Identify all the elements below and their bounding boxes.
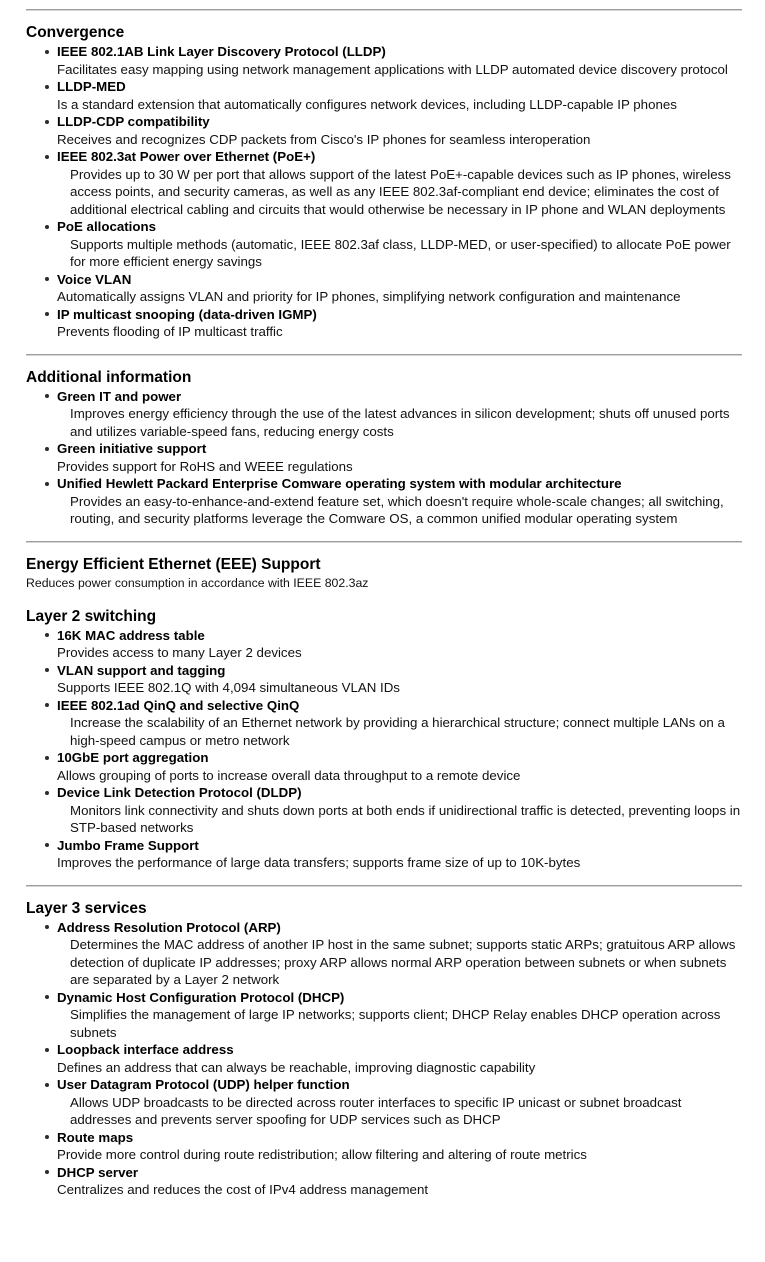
bullet-icon [45, 843, 49, 847]
feature-item [26, 989, 742, 1042]
feature-title: Green initiative support [57, 441, 207, 456]
feature-description: Improves the performance of large data transfers; supports frame size of up to 10K-bytes [57, 855, 581, 870]
feature-description: Supports IEEE 802.1Q with 4,094 simultaneous VLAN IDs [57, 680, 400, 695]
feature-description: Simplifies the management of large IP networks; supports client; DHCP Relay enables DHCP operation across subnets [70, 1007, 721, 1040]
feature-description: Provides an easy-to-enhance-and-extend feature set, which doesn't require whole-scale changes; all switching, routing, and security platforms leverage the Comware OS, a common unified modular operating system [70, 493, 724, 526]
feature-description: Determines the MAC address of another IP host in the same subnet; supports static ARPs; gratuitous ARP allows detection of duplicate IP addresses; proxy ARP allows normal ARP operation between subnets or when subnets are separated by a Layer 2 network [70, 937, 736, 987]
section-heading: Convergence [26, 24, 125, 41]
section-heading: Energy Efficient Ethernet (EEE) Support [26, 555, 321, 573]
bullet-icon [45, 1083, 49, 1087]
feature-description: Prevents flooding of IP multicast traffic [57, 324, 283, 339]
section-divider [26, 885, 742, 887]
feature-list [26, 388, 742, 528]
feature-description: Monitors link connectivity and shuts down ports at both ends if unidirectional traffic is detected, preventing loops in STP-based networks [70, 802, 741, 835]
bullet-icon [45, 394, 49, 398]
feature-item [26, 78, 742, 113]
bullet-icon [45, 668, 49, 672]
feature-title: Dynamic Host Configuration Protocol (DHCP) [57, 989, 345, 1005]
feature-item [26, 1041, 742, 1076]
feature-description: Supports multiple methods (automatic, IEEE 802.3af class, LLDP-MED, or user-specified) to allocate PoE power for more efficient energy savings [70, 236, 731, 269]
feature-item [26, 218, 742, 271]
bullet-icon [45, 1170, 49, 1174]
feature-item [26, 784, 742, 837]
section-divider [26, 354, 742, 356]
feature-item [26, 749, 742, 784]
section-divider [26, 9, 742, 11]
feature-description: Is a standard extension that automatically configures network devices, including LLDP-capable IP phones [57, 96, 677, 112]
section-heading: Layer 2 switching [26, 607, 157, 625]
feature-description: Allows UDP broadcasts to be directed across router interfaces to specific IP unicast or subnet broadcast addresses and prevents server spoofing for UDP services such as DHCP [70, 1094, 682, 1127]
feature-title: PoE allocations [57, 219, 157, 234]
section-heading: Additional information [26, 368, 192, 386]
feature-item [26, 271, 742, 306]
feature-item [26, 475, 742, 528]
feature-title: Loopback interface address [57, 1042, 234, 1057]
bullet-icon [45, 756, 49, 760]
bullet-icon [45, 225, 49, 229]
feature-title: Device Link Detection Protocol (DLDP) [57, 785, 302, 800]
section-heading: Layer 3 services [26, 899, 147, 917]
bullet-icon [45, 85, 49, 89]
feature-item [26, 697, 742, 750]
bullet-icon [45, 1135, 49, 1139]
feature-list [26, 43, 742, 341]
feature-title: IEEE 802.1AB Link Layer Discovery Protocol (LLDP) [57, 44, 386, 59]
feature-item [26, 837, 742, 872]
spec-section [26, 541, 742, 592]
feature-item [26, 627, 742, 662]
feature-title: User Datagram Protocol (UDP) helper function [57, 1077, 350, 1092]
spec-section [26, 354, 742, 528]
feature-description: Allows grouping of ports to increase overall data throughput to a remote device [57, 767, 521, 783]
feature-title: Unified Hewlett Packard Enterprise Comware operating system with modular architecture [57, 476, 622, 491]
bullet-icon [45, 925, 49, 929]
feature-description: Provides up to 30 W per port that allows support of the latest PoE+-capable devices such as IP phones, wireless access points, and security cameras, as well as any IEEE 802.3af-compliant end device; eliminates the cost of additional electrical cabling and circuits that would otherwise be necessary in IP phone and WLAN deployments [70, 166, 731, 217]
bullet-icon [45, 155, 49, 159]
feature-item [26, 662, 742, 697]
section-divider [26, 541, 742, 543]
feature-item [26, 1076, 742, 1129]
feature-title: 10GbE port aggregation [57, 750, 209, 765]
feature-title: Green IT and power [57, 388, 182, 404]
feature-description: Increase the scalability of an Ethernet network by providing a hierarchical structure; connect multiple LANs on a high-speed campus or metro network [70, 715, 725, 748]
feature-item [26, 388, 742, 441]
feature-title: VLAN support and tagging [57, 662, 226, 678]
bullet-icon [45, 447, 49, 451]
bullet-icon [45, 312, 49, 316]
feature-item [26, 43, 742, 78]
feature-item [26, 440, 742, 475]
feature-title: 16K MAC address table [57, 627, 205, 643]
bullet-icon [45, 791, 49, 795]
bullet-icon [45, 703, 49, 707]
spec-section [26, 885, 742, 1199]
feature-description: Improves energy efficiency through the use of the latest advances in silicon development; shuts off unused ports and utilizes variable-speed fans, reducing energy costs [70, 406, 730, 439]
feature-item [26, 919, 742, 989]
feature-title: Address Resolution Protocol (ARP) [57, 919, 281, 935]
spec-section [26, 607, 742, 872]
feature-description: Defines an address that can always be reachable, improving diagnostic capability [57, 1059, 536, 1075]
feature-title: IP multicast snooping (data-driven IGMP) [57, 306, 317, 322]
spec-section [26, 9, 742, 341]
bullet-icon [45, 50, 49, 54]
feature-title: Jumbo Frame Support [57, 837, 199, 853]
feature-description: Provides support for RoHS and WEEE regulations [57, 458, 353, 474]
feature-title: IEEE 802.3at Power over Ethernet (PoE+) [57, 149, 316, 164]
feature-description: Receives and recognizes CDP packets from Cisco's IP phones for seamless interoperation [57, 131, 591, 147]
feature-title: DHCP server [57, 1164, 139, 1180]
feature-description: Centralizes and reduces the cost of IPv4 address management [57, 1182, 429, 1197]
bullet-icon [45, 277, 49, 281]
bullet-icon [45, 633, 49, 637]
feature-item [26, 148, 742, 218]
feature-item [26, 113, 742, 148]
feature-title: Voice VLAN [57, 271, 132, 287]
feature-item [26, 1164, 742, 1199]
feature-item [26, 306, 742, 341]
bullet-icon [45, 120, 49, 124]
bullet-icon [45, 995, 49, 999]
bullet-icon [45, 1048, 49, 1052]
feature-description: Provide more control during route redistribution; allow filtering and altering of route metrics [57, 1147, 587, 1162]
feature-title: LLDP-MED [57, 79, 126, 94]
feature-description: Facilitates easy mapping using network management applications with LLDP automated device discovery protocol [57, 61, 728, 77]
feature-title: LLDP-CDP compatibility [57, 114, 210, 129]
feature-title: IEEE 802.1ad QinQ and selective QinQ [57, 697, 300, 713]
feature-description: Provides access to many Layer 2 devices [57, 645, 302, 660]
section-intro: Reduces power consumption in accordance with IEEE 802.3az [26, 575, 369, 590]
bullet-icon [45, 482, 49, 486]
feature-item [26, 1129, 742, 1164]
feature-title: Route maps [57, 1129, 134, 1145]
feature-description: Automatically assigns VLAN and priority for IP phones, simplifying network configuration and maintenance [57, 289, 681, 304]
spec-document [26, 9, 742, 1199]
feature-list [26, 627, 742, 872]
feature-list [26, 919, 742, 1199]
